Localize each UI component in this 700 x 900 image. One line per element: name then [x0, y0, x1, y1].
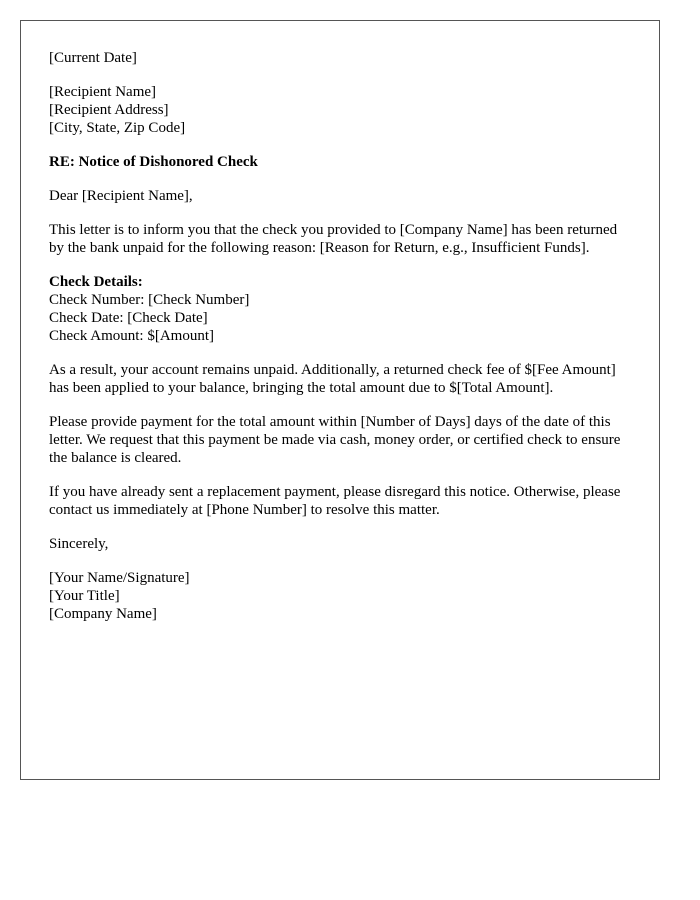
signature-name: [Your Name/Signature]: [49, 570, 190, 586]
date-line: [Current Date]: [49, 50, 137, 66]
signature-block: [49, 569, 631, 623]
salutation: Dear [Recipient Name],: [49, 188, 193, 204]
contact-paragraph: If you have already sent a replacement payment, please disregard this notice. Otherwise, please contact us immediately at [Phone Number] to resolve this matter.: [49, 484, 621, 518]
letter-page: [20, 20, 660, 780]
recipient-name: [Recipient Name]: [49, 84, 157, 100]
intro-paragraph: This letter is to inform you that the check you provided to [Company Name] has been returned by the bank unpaid for the following reason: [Reason for Return, e.g., Insufficient Funds].: [49, 222, 618, 256]
closing: Sincerely,: [49, 536, 109, 552]
signature-title: [Your Title]: [49, 588, 120, 604]
subject-line: RE: Notice of Dishonored Check: [49, 154, 258, 170]
check-number: Check Number: [Check Number]: [49, 292, 250, 308]
check-details-block: [49, 273, 631, 345]
recipient-block: [49, 83, 631, 137]
payment-paragraph: Please provide payment for the total amount within [Number of Days] days of the date of this letter. We request that this payment be made via cash, money order, or certified check to ensure the balance is cleared.: [49, 414, 621, 466]
check-date: Check Date: [Check Date]: [49, 310, 208, 326]
signature-company: [Company Name]: [49, 606, 157, 622]
letter-date: [49, 49, 631, 67]
recipient-city-state-zip: [City, State, Zip Code]: [49, 120, 186, 136]
check-amount: Check Amount: $[Amount]: [49, 328, 214, 344]
recipient-address: [Recipient Address]: [49, 102, 169, 118]
check-details-heading: Check Details:: [49, 274, 143, 290]
result-paragraph: As a result, your account remains unpaid. Additionally, a returned check fee of $[Fee Amount] has been applied to your balance, bringing the total amount due to $[Total Amount].: [49, 362, 616, 396]
